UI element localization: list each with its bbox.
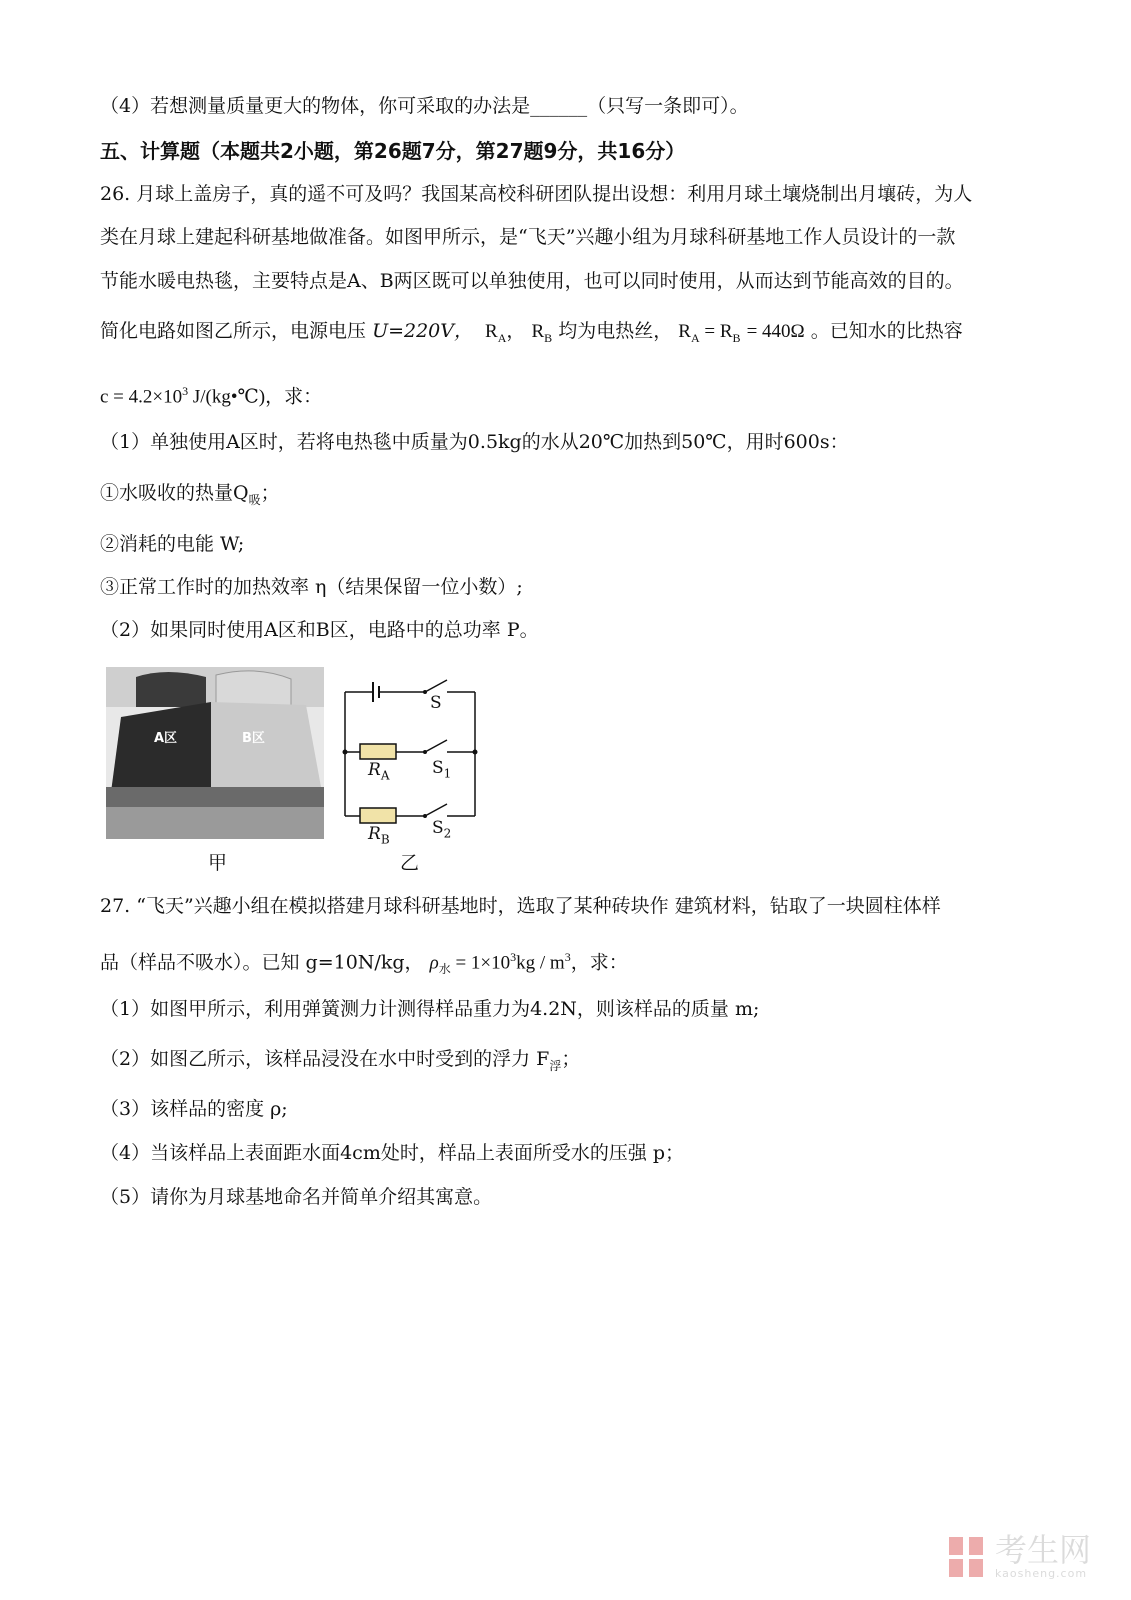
rho-value: = 1×10: [450, 952, 511, 974]
q27-intro-2a: 品（样品不吸水）。已知 g=10N/kg，: [100, 951, 424, 974]
equation-ra: $R_A = R_B$: [678, 321, 741, 345]
q27-part3: （3）该样品的密度 ρ;: [100, 1098, 288, 1120]
caption-jia: 甲: [208, 852, 228, 874]
q26-part1: （1）单独使用A区时，若将电热毯中质量为0.5kg的水从20℃加热到50℃，用时600s：: [100, 431, 849, 453]
q27-intro-1: 27. “飞天”兴趣小组在模拟搭建月球科研基地时，选取了某种砖块作 建筑材料，钻取了一块圆柱体样: [100, 895, 941, 917]
circuit-diagram: [335, 670, 495, 848]
q27-part2-end: ；: [561, 1048, 581, 1070]
q26-intro-3: 节能水暖电热毯，主要特点是A、B两区既可以单独使用，也可以同时使用，从而达到节能高效的目的。: [100, 270, 964, 292]
q27-part2-sub: 浮: [549, 1058, 562, 1073]
ra-symbol: $R_A$: [485, 321, 507, 345]
q26-part2: （2）如果同时使用A区和B区，电路中的总功率 P。: [100, 619, 539, 641]
q27-part2-text: （2）如图乙所示，该样品浸没在水中时受到的浮力 F: [100, 1048, 550, 1070]
rho-unit-exp: 3: [564, 950, 571, 964]
resistance-value: = 440Ω: [746, 321, 805, 342]
watermark-icon: [947, 1535, 987, 1579]
switch-s2-label: $S_2$: [432, 818, 452, 841]
blanket-illustration: [106, 667, 324, 839]
switch-s1-label: $S_1$: [432, 758, 452, 781]
resistor-rb-label: $R_B$: [368, 824, 390, 847]
photo-label-a: A区: [154, 731, 178, 746]
q27-part2: [100, 1046, 580, 1079]
q26-sub1: [100, 480, 280, 513]
watermark-url: kaosheng.com: [994, 1567, 1088, 1580]
voltage: U=220V，: [372, 320, 473, 342]
switch-s-label: S: [430, 693, 442, 713]
sub1-text: ①水吸收的热量Q: [100, 482, 249, 504]
q26-sub3: ③正常工作时的加热效率 η（结果保留一位小数）;: [100, 576, 523, 598]
hc-exp: 3: [182, 384, 189, 398]
q27-intro-2: [100, 944, 628, 982]
q27-part5: （5）请你为月球基地命名并简单介绍其寓意。: [100, 1186, 493, 1208]
q26-sub2: ②消耗的电能 W;: [100, 533, 245, 555]
heat-capacity: c = 4.2×10: [100, 386, 183, 408]
rho-unit: kg / m: [516, 952, 565, 974]
rb-symbol: $R_B$: [531, 321, 553, 345]
sub1-subscript: 吸: [248, 492, 261, 507]
heating-blanket-photo: [106, 667, 324, 839]
q27-intro-2b: ，求：: [570, 951, 628, 974]
q26-heat-capacity: [100, 378, 322, 410]
ra-rb-text: 均为电热丝，: [558, 320, 673, 342]
hc-unit: J/(kg•℃)，求：: [188, 386, 323, 408]
known-text: 。已知水的比热容: [810, 320, 963, 342]
q27-part1: （1）如图甲所示，利用弹簧测力计测得样品重力为4.2N，则该样品的质量 m;: [100, 998, 760, 1020]
section-title: 五、计算题（本题共2小题，第26题7分，第27题9分，共16分）: [100, 139, 686, 163]
q27-part4: （4）当该样品上表面距水面4cm处时，样品上表面所受水的压强 p；: [100, 1142, 685, 1164]
resistor-ra-label: $R_A$: [368, 760, 390, 783]
photo-label-b: B区: [242, 731, 265, 746]
rho-exp: 3: [510, 950, 517, 964]
rho-symbol: ρ: [429, 952, 439, 974]
rho-sub: 水: [438, 962, 451, 977]
q25-part4: （4）若想测量质量更大的物体，你可采取的办法是______（只写一条即可）。: [100, 95, 749, 117]
watermark-logo: [947, 1533, 1091, 1580]
watermark-text: 考生网: [994, 1531, 1091, 1569]
q26-intro-1: 26. 月球上盖房子，真的遥不可及吗？我国某高校科研团队提出设想：利用月球土壤烧制出月壤砖，为人: [100, 183, 973, 205]
q26-circuit-line: 简化电路如图乙所示，电源电压 U=220V， $R_A$， $R_B$ 均为电热丝， $R_A = R_B = 440\Omega$ 。已知水的比热容: [100, 320, 963, 345]
caption-yi: 乙: [400, 852, 420, 874]
q26-intro-2: 类在月球上建起科研基地做准备。如图甲所示，是“飞天”兴趣小组为月球科研基地工作人员设计的一款: [100, 226, 956, 248]
sub1-end: ；: [260, 482, 280, 504]
circuit-text: 简化电路如图乙所示，电源电压: [100, 320, 367, 342]
